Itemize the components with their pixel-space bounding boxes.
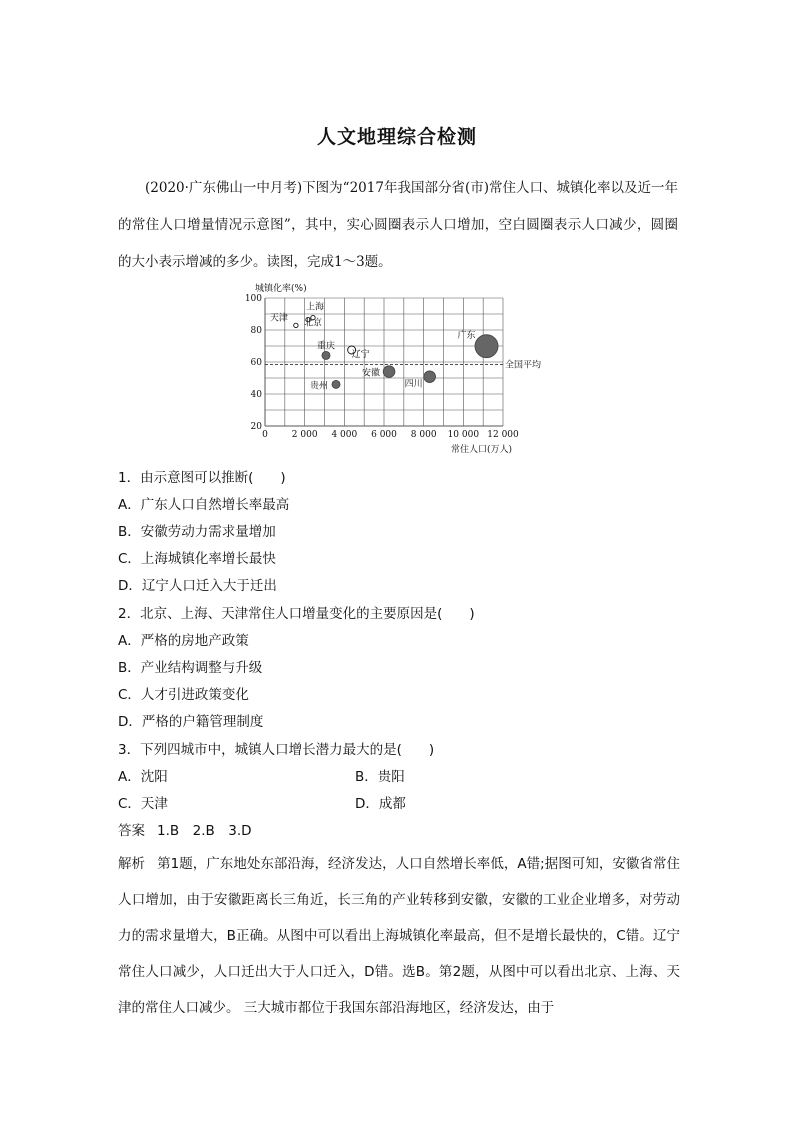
question-3-option-c: C．天津 (118, 796, 168, 812)
question-1-option-b: B．安徽劳动力需求量增加 (118, 524, 276, 540)
analysis-text: 第1题，广东地处东部沿海，经济发达，人口自然增长率低，A错;据图可知，安徽省常住人口增加，由于安徽距离长三角近，长三角的产业转移到安徽，安徽的工业企业增多，对劳动力的需求量增大，B正确。从图中可以看出上海城镇化率最高，但不是增长最快的，C错。辽宁常住人口减少，人口迁出大于人口迁入，D错。选B。第2题，从图中可以看出北京、上海、天津的常住人口减少。 三大城市都位于我国东部沿海地区，经济发达，由于 (118, 856, 681, 1016)
question-1-option-d: D．辽宁人口迁入大于迁出 (118, 578, 277, 594)
question-3-row-2 (118, 791, 698, 818)
x-axis-ticks (262, 430, 519, 440)
answer-label: 答案 (118, 823, 145, 839)
point-label: 重庆 (316, 341, 335, 352)
y-tick-label: 40 (250, 390, 262, 400)
question-1-option-c: C．上海城镇化率增长最快 (118, 551, 276, 567)
point-label: 四川 (404, 379, 423, 390)
point-label: 广东 (457, 331, 476, 342)
population-urbanization-chart (245, 280, 565, 460)
x-tick-label: 6 000 (371, 430, 397, 440)
question-3 (118, 737, 698, 818)
question-2-option-a: A．严格的房地产政策 (118, 633, 249, 649)
point-increase (332, 380, 340, 388)
point-label: 安徽 (362, 368, 381, 379)
point-increase (475, 335, 498, 358)
x-tick-label: 2 000 (291, 430, 318, 440)
y-axis-ticks (245, 294, 262, 432)
question-2-option-b: B．产业结构调整与升级 (118, 660, 263, 676)
intro-paragraph: (2020·广东佛山一中月考)下图为“2017年我国部分省(市)常住人口、城镇化率以及近一年的常住人口增量情况示意图”，其中，实心圆圈表示人口增加，空白圆圈表示人口减少，圆圈的大小表示增减的多少。读图，完成1～3题。 (118, 180, 678, 270)
question-1-stem: 1．由示意图可以推断( ) (118, 470, 286, 486)
question-3-row-1 (118, 764, 698, 791)
analysis-paragraph (118, 846, 680, 1026)
national-average-line (265, 358, 541, 370)
question-2-option-d: D．严格的户籍管理制度 (118, 714, 264, 730)
point-label: 贵州 (309, 381, 329, 392)
y-tick-label: 60 (250, 358, 262, 368)
x-tick-label: 10 000 (447, 430, 480, 440)
y-tick-label: 20 (250, 422, 262, 432)
question-3-option-d: D．成都 (355, 796, 406, 812)
x-tick-label: 12 000 (487, 430, 519, 440)
analysis-label: 解析 (118, 856, 146, 872)
x-tick-label: 0 (262, 430, 268, 440)
question-3-option-a: A．沈阳 (118, 769, 168, 785)
answer-text: 1.B 2.B 3.D (157, 823, 252, 839)
point-decrease (294, 323, 298, 327)
question-2-stem: 2．北京、上海、天津常住人口增量变化的主要原因是( ) (118, 606, 475, 622)
point-increase (424, 371, 436, 383)
x-tick-label: 4 000 (331, 430, 358, 440)
point-label: 辽宁 (351, 350, 370, 360)
y-tick-label: 100 (245, 294, 262, 304)
page-title: 人文地理综合检测 (316, 126, 477, 148)
question-3-option-b: B．贵阳 (355, 769, 405, 785)
point-increase (383, 366, 395, 378)
y-axis-label: 城镇化率(%) (255, 284, 307, 294)
question-2-option-c: C．人才引进政策变化 (118, 687, 249, 703)
question-3-stem: 3．下列四城市中，城镇人口增长潜力最大的是( ) (118, 742, 435, 758)
point-increase (322, 351, 330, 359)
point-label: 天津 (269, 313, 288, 324)
x-tick-label: 8 000 (410, 430, 437, 440)
answer-line (118, 819, 252, 839)
question-2 (118, 601, 698, 736)
point-label: 北京 (304, 318, 323, 329)
point-label: 上海 (305, 302, 324, 313)
x-axis-label: 常住人口(万人) (451, 445, 513, 455)
question-1 (118, 465, 698, 600)
national-average-label: 全国平均 (505, 360, 542, 371)
chart-grid (265, 298, 503, 426)
question-1-option-a: A．广东人口自然增长率最高 (118, 497, 290, 513)
y-tick-label: 80 (250, 326, 262, 336)
